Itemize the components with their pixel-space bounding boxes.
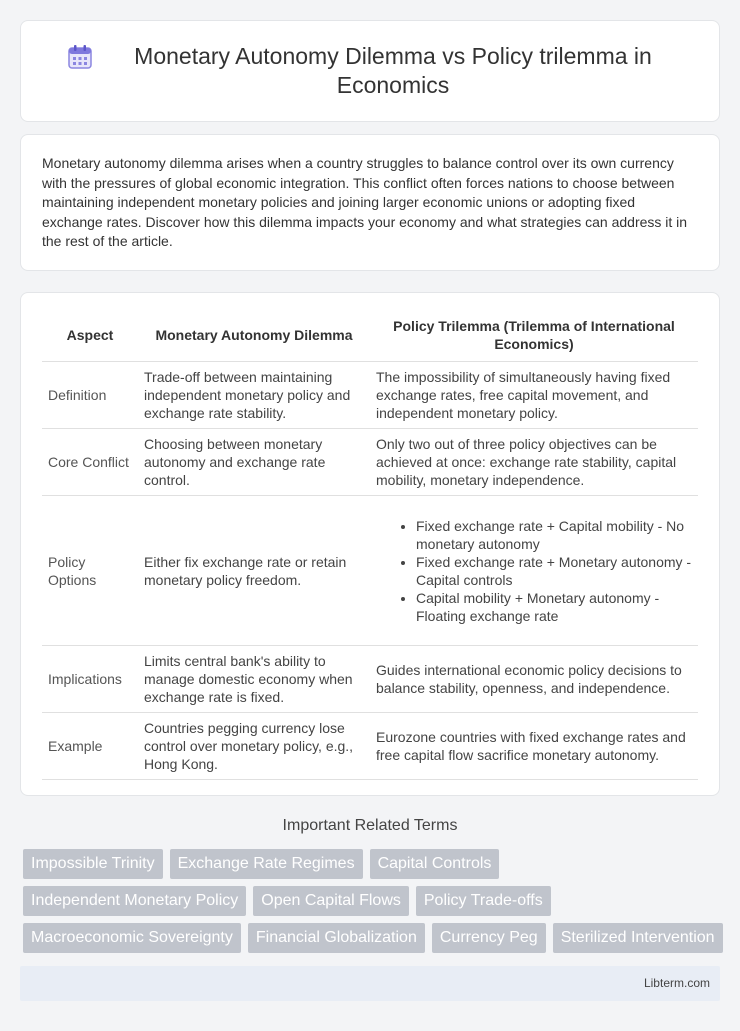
header-aspect: Aspect [42, 309, 138, 362]
row-trilemma-options [370, 496, 698, 646]
table-row [42, 496, 698, 646]
table-row [42, 713, 698, 780]
row-aspect: Example [42, 713, 138, 780]
tag-policy-trade-offs[interactable]: Policy Trade-offs [416, 886, 551, 916]
tag-capital-controls[interactable]: Capital Controls [370, 849, 500, 879]
row-aspect: Implications [42, 646, 138, 713]
row-aspect: Core Conflict [42, 429, 138, 496]
tag-exchange-rate-regimes[interactable]: Exchange Rate Regimes [170, 849, 363, 879]
page-title: Monetary Autonomy Dilemma vs Policy trilemma in Economics [134, 43, 652, 98]
row-dilemma: Trade-off between maintaining independent monetary policy and exchange rate stability. [138, 362, 370, 429]
tag-independent-monetary-policy[interactable]: Independent Monetary Policy [23, 886, 246, 916]
row-trilemma: Only two out of three policy objectives can be achieved at once: exchange rate stability, capital mobility, monetary independence. [370, 429, 698, 496]
tag-impossible-trinity[interactable]: Impossible Trinity [23, 849, 163, 879]
tag-currency-peg[interactable]: Currency Peg [432, 923, 546, 953]
tag-macroeconomic-sovereignty[interactable]: Macroeconomic Sovereignty [23, 923, 241, 953]
related-terms [23, 849, 723, 960]
comparison-table [42, 309, 698, 780]
row-dilemma: Countries pegging currency lose control over monetary policy, e.g., Hong Kong. [138, 713, 370, 780]
header-trilemma: Policy Trilemma (Trilemma of International Economics) [370, 309, 698, 362]
comparison-table-card [20, 292, 720, 796]
header-card [20, 20, 720, 122]
row-trilemma: Guides international economic policy decisions to balance stability, openness, and independence. [370, 646, 698, 713]
row-dilemma: Limits central bank's ability to manage domestic economy when exchange rate is fixed. [138, 646, 370, 713]
table-header-row [42, 309, 698, 362]
header-dilemma: Monetary Autonomy Dilemma [138, 309, 370, 362]
tag-open-capital-flows[interactable]: Open Capital Flows [253, 886, 409, 916]
table-row [42, 362, 698, 429]
row-aspect: Definition [42, 362, 138, 429]
tag-financial-globalization[interactable]: Financial Globalization [248, 923, 425, 953]
intro-text: Monetary autonomy dilemma arises when a country struggles to balance control over its own currency with the pressures of global economic integration. This conflict often forces nations to choose between maintaining independent monetary policies and joining larger economic unions or adopting fixed exchange rates. Discover how this dilemma impacts your economy and what strategies can address it in the rest of the article. [42, 155, 688, 250]
intro-card [20, 134, 720, 271]
tag-row [23, 923, 723, 953]
tag-row [23, 849, 723, 879]
row-trilemma: The impossibility of simultaneously having fixed exchange rates, free capital movement, and independent monetary policy. [370, 362, 698, 429]
footer [20, 966, 720, 1001]
table-row [42, 646, 698, 713]
list-item: • Capital mobility + Monetary autonomy - Floating exchange rate [416, 589, 692, 625]
calendar-icon [67, 44, 93, 70]
row-dilemma: Either fix exchange rate or retain monetary policy freedom. [138, 496, 370, 646]
list-item: • Fixed exchange rate + Capital mobility - No monetary autonomy [416, 517, 692, 553]
row-trilemma: Eurozone countries with fixed exchange rates and free capital flow sacrifice monetary autonomy. [370, 713, 698, 780]
tag-sterilized-intervention[interactable]: Sterilized Intervention [553, 923, 723, 953]
policy-options-list [376, 517, 692, 625]
row-aspect: Policy Options [42, 496, 138, 646]
list-item: • Fixed exchange rate + Monetary autonomy - Capital controls [416, 553, 692, 589]
row-dilemma: Choosing between monetary autonomy and exchange rate control. [138, 429, 370, 496]
footer-brand-link[interactable]: Libterm.com [643, 976, 710, 990]
table-row [42, 429, 698, 496]
tag-row [23, 886, 723, 916]
related-terms-title: Important Related Terms [282, 817, 458, 834]
